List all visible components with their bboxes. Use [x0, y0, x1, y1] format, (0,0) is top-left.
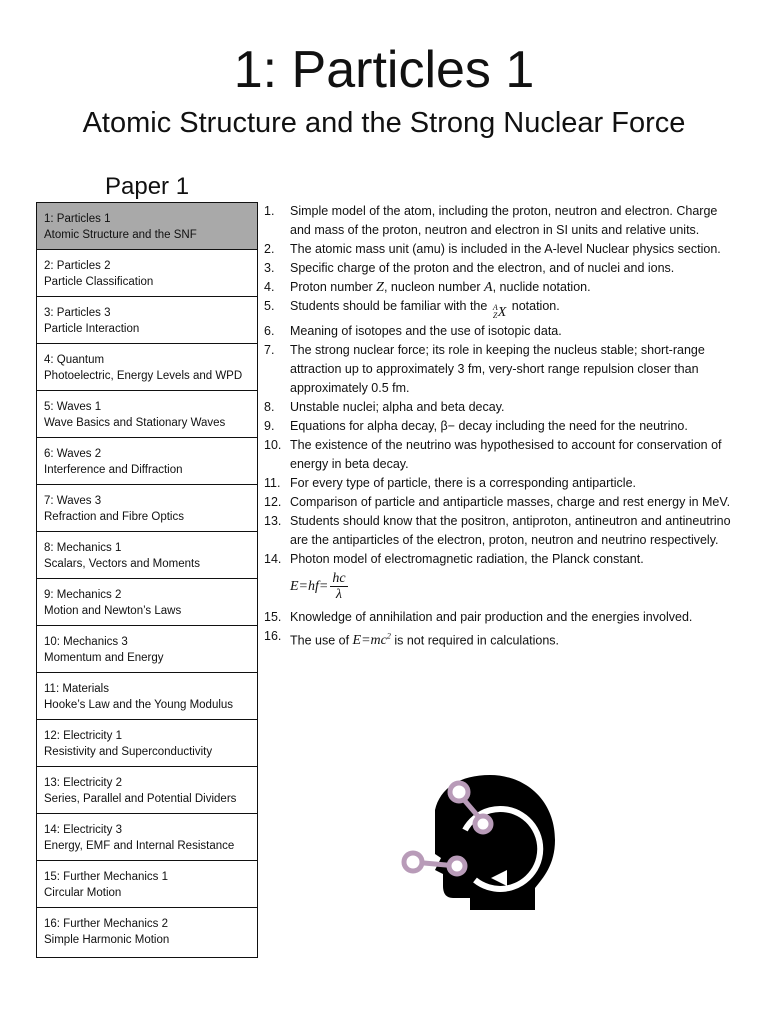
planck-formula: E=hf= $\frac{hc}{\lambda}$: [290, 570, 346, 602]
sidebar-item-subtitle: Interference and Diffraction: [44, 464, 183, 476]
sidebar-item-title: 7: Waves 3: [44, 495, 102, 507]
sidebar-item-subtitle: Particle Interaction: [44, 323, 140, 335]
math-symbol: Z: [376, 280, 384, 295]
list-item: 9. Equations for alpha decay, β− decay including the need for the neutrino.: [264, 418, 688, 433]
sidebar-item-title: 13: Electricity 2: [44, 777, 122, 789]
list-item: 10. The existence of the neutrino was hypothesised to account for conservation of energy in beta decay.: [264, 437, 722, 471]
list-item: 15. Knowledge of annihilation and pair production and the energies involved.: [264, 609, 693, 624]
math-formula: $E=mc^2$: [352, 631, 391, 649]
sidebar-item-subtitle: Momentum and Energy: [44, 652, 164, 664]
sidebar-item-particles-3[interactable]: [37, 297, 257, 344]
list-item: 11. For every type of particle, there is a corresponding antiparticle.: [264, 475, 637, 490]
sidebar-item-quantum[interactable]: [37, 344, 257, 391]
sidebar-item-subtitle: Hooke’s Law and the Young Modulus: [44, 699, 234, 711]
sidebar-item-electricity-3[interactable]: [37, 814, 257, 861]
specification-list: [264, 202, 734, 650]
sidebar-item-title: 12: Electricity 1: [44, 730, 122, 742]
sidebar-item-electricity-1[interactable]: [37, 720, 257, 767]
list-item: 14. Photon model of electromagnetic radiation, the Planck constant.: [264, 551, 644, 566]
list-item: 16. The use of $E=mc^2$ is not required in calculations.: [264, 628, 560, 649]
nuclide-notation: A Z X: [492, 303, 507, 320]
sidebar-item-waves-2[interactable]: [37, 438, 257, 485]
sidebar-item-subtitle: Simple Harmonic Motion: [44, 934, 170, 946]
list-item: 3. Specific charge of the proton and the electron, and of nuclei and ions.: [264, 261, 675, 275]
sidebar-item-title: 4: Quantum: [44, 354, 105, 366]
sidebar-item-particles-1[interactable]: [37, 203, 257, 250]
list-item: 1. Simple model of the atom, including the proton, neutron and electron. Charge and mass of the proton, neutron and electron in SI units and relative units.: [264, 204, 718, 237]
list-item: 2. The atomic mass unit (amu) is included in the A-level Nuclear physics section.: [264, 242, 721, 256]
page-title: 1: Particles 1: [233, 41, 535, 99]
sidebar-item-subtitle: Motion and Newton’s Laws: [44, 605, 182, 617]
sidebar-item-title: 2: Particles 2: [44, 260, 111, 272]
sidebar-item-waves-1[interactable]: [37, 391, 257, 438]
sidebar-item-title: 15: Further Mechanics 1: [44, 871, 169, 883]
sidebar-item-waves-3[interactable]: [37, 485, 257, 532]
list-item: 13. Students should know that the positron, antiproton, antineutron and antineutrino are the antiparticles of the electron, proton, neutron and neutrino respectively.: [264, 513, 731, 547]
page-subtitle: Atomic Structure and the Strong Nuclear Force: [82, 107, 686, 139]
sidebar-item-mechanics-1[interactable]: [37, 532, 257, 579]
paper-label: Paper 1: [105, 173, 190, 200]
sidebar-item-subtitle: Energy, EMF and Internal Resistance: [44, 840, 235, 852]
sidebar-item-subtitle: Atomic Structure and the SNF: [44, 229, 197, 241]
sidebar-item-mechanics-3[interactable]: [37, 626, 257, 673]
sidebar-item-title: 14: Electricity 3: [44, 824, 122, 836]
sidebar-item-title: 3: Particles 3: [44, 307, 111, 319]
sidebar-item-subtitle: Series, Parallel and Potential Dividers: [44, 793, 237, 805]
sidebar-item-particles-2[interactable]: [37, 250, 257, 297]
list-item: 8. Unstable nuclei; alpha and beta decay.: [264, 399, 505, 414]
list-item: 6. Meaning of isotopes and the use of isotopic data.: [264, 323, 562, 338]
head-with-circuit-icon: [395, 770, 565, 910]
sidebar-item-further-mechanics-1[interactable]: [37, 861, 257, 908]
sidebar-item-subtitle: Scalars, Vectors and Moments: [44, 558, 200, 570]
sidebar-item-title: 5: Waves 1: [44, 401, 102, 413]
sidebar-item-title: 1: Particles 1: [44, 213, 111, 225]
sidebar-item-subtitle: Photoelectric, Energy Levels and WPD: [44, 370, 243, 382]
sidebar-item-title: 6: Waves 2: [44, 448, 102, 460]
sidebar-item-subtitle: Resistivity and Superconductivity: [44, 746, 213, 758]
sidebar-item-title: 9: Mechanics 2: [44, 589, 122, 601]
sidebar-item-further-mechanics-2[interactable]: [37, 908, 257, 958]
sidebar-item-subtitle: Refraction and Fibre Optics: [44, 511, 184, 523]
sidebar-item-subtitle: Wave Basics and Stationary Waves: [44, 417, 226, 429]
list-item: 5. Students should be familiar with the A Z X notation.: [264, 299, 560, 320]
sidebar-item-subtitle: Particle Classification: [44, 276, 154, 288]
math-symbol: A: [484, 280, 493, 295]
sidebar-item-electricity-2[interactable]: [37, 767, 257, 814]
sidebar-item-subtitle: Circular Motion: [44, 887, 122, 899]
sidebar-item-title: 8: Mechanics 1: [44, 542, 122, 554]
sidebar-item-title: 11: Materials: [44, 683, 109, 695]
sidebar-item-materials[interactable]: [37, 673, 257, 720]
list-item: 7. The strong nuclear force; its role in keeping the nucleus stable; short-range attraction up to approximately 3 fm, very-short range repulsion closer than approximately 0.5 fm.: [264, 342, 705, 395]
sidebar-item-title: 10: Mechanics 3: [44, 636, 128, 648]
list-item: 4. Proton number Z, nucleon number A, nuclide notation.: [264, 280, 591, 295]
sidebar-item-title: 16: Further Mechanics 2: [44, 918, 169, 930]
list-item: 12. Comparison of particle and antiparticle masses, charge and rest energy in MeV.: [264, 494, 731, 509]
topic-sidebar: [36, 202, 258, 958]
sidebar-item-mechanics-2[interactable]: [37, 579, 257, 626]
